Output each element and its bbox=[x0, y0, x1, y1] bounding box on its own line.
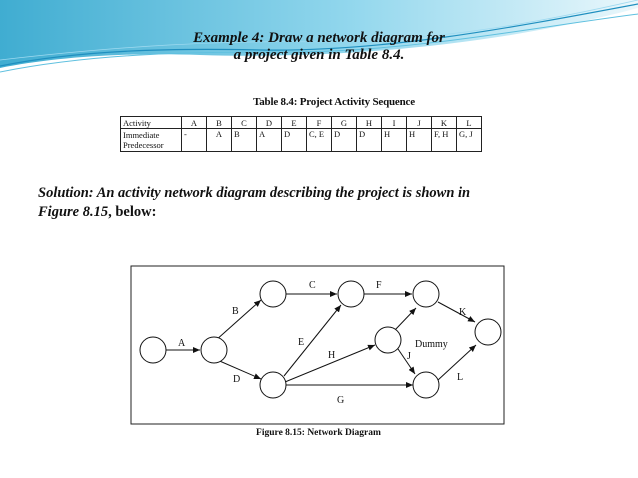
solution-figure-ref: Figure 8.15 bbox=[38, 204, 109, 220]
table-cell: A bbox=[182, 117, 207, 129]
label-j: J bbox=[407, 351, 411, 362]
network-diagram-svg bbox=[126, 262, 511, 428]
table-cell: H bbox=[382, 129, 407, 152]
table-cell: E bbox=[282, 117, 307, 129]
table-cell: - bbox=[182, 129, 207, 152]
label-g: G bbox=[337, 395, 345, 406]
arrow-e bbox=[284, 305, 341, 376]
table-cell: D bbox=[357, 129, 382, 152]
table-cell: F, H bbox=[432, 129, 457, 152]
node-4 bbox=[260, 372, 286, 398]
table-cell: F bbox=[307, 117, 332, 129]
table-cell: C, E bbox=[307, 129, 332, 152]
label-a: A bbox=[178, 338, 186, 349]
table-cell: B bbox=[207, 117, 232, 129]
activity-table-block bbox=[106, 96, 562, 158]
table-row-activity bbox=[121, 117, 482, 129]
solution-tail: , below: bbox=[108, 204, 157, 220]
node-7 bbox=[413, 281, 439, 307]
table-cell: H bbox=[357, 117, 382, 129]
node-1 bbox=[140, 337, 166, 363]
table-caption: Table 8.4: Project Activity Sequence bbox=[253, 96, 415, 108]
example-title-line2: a project given in Table 8.4. bbox=[233, 47, 405, 63]
label-k: K bbox=[459, 307, 467, 318]
table-cell: L bbox=[457, 117, 482, 129]
node-3 bbox=[260, 281, 286, 307]
figure-caption: Figure 8.15: Network Diagram bbox=[256, 428, 381, 438]
table-cell: B bbox=[232, 129, 257, 152]
table-cell: A bbox=[257, 129, 282, 152]
table-row-predecessor bbox=[121, 129, 482, 152]
label-f: F bbox=[376, 280, 382, 291]
label-e: E bbox=[298, 337, 305, 348]
node-8 bbox=[413, 372, 439, 398]
node-6 bbox=[375, 327, 401, 353]
table-header-activity: Activity bbox=[121, 117, 182, 129]
table-cell: D bbox=[332, 129, 357, 152]
table-header-predecessor: Immediate Predecessor bbox=[121, 129, 182, 152]
table-cell: G, J bbox=[457, 129, 482, 152]
label-c: C bbox=[309, 280, 316, 291]
solution-paragraph bbox=[38, 184, 608, 222]
table-cell: C bbox=[232, 117, 257, 129]
table-cell: K bbox=[432, 117, 457, 129]
table-cell: D bbox=[257, 117, 282, 129]
table-cell: H bbox=[407, 129, 432, 152]
solution-text: Solution: An activity network diagram describing the project is shown in bbox=[38, 185, 471, 201]
table-cell: D bbox=[282, 129, 307, 152]
node-9 bbox=[475, 319, 501, 345]
table-cell: G bbox=[332, 117, 357, 129]
label-b: B bbox=[232, 306, 239, 317]
arrow-i-dummy bbox=[395, 308, 416, 330]
arrow-k bbox=[438, 302, 475, 322]
table-cell: A bbox=[207, 129, 232, 152]
table-cell: I bbox=[382, 117, 407, 129]
arrow-j bbox=[396, 346, 415, 374]
example-title-line1: Example 4: Draw a network diagram for bbox=[193, 30, 445, 46]
node-2 bbox=[201, 337, 227, 363]
label-d: D bbox=[233, 374, 241, 385]
label-dummy: Dummy bbox=[415, 339, 448, 350]
table-cell: J bbox=[407, 117, 432, 129]
label-h: H bbox=[328, 350, 336, 361]
diagram-border bbox=[131, 266, 504, 424]
node-5 bbox=[338, 281, 364, 307]
example-title bbox=[0, 30, 638, 64]
network-diagram bbox=[126, 262, 511, 440]
activity-table bbox=[120, 116, 482, 152]
label-l: L bbox=[457, 372, 464, 383]
